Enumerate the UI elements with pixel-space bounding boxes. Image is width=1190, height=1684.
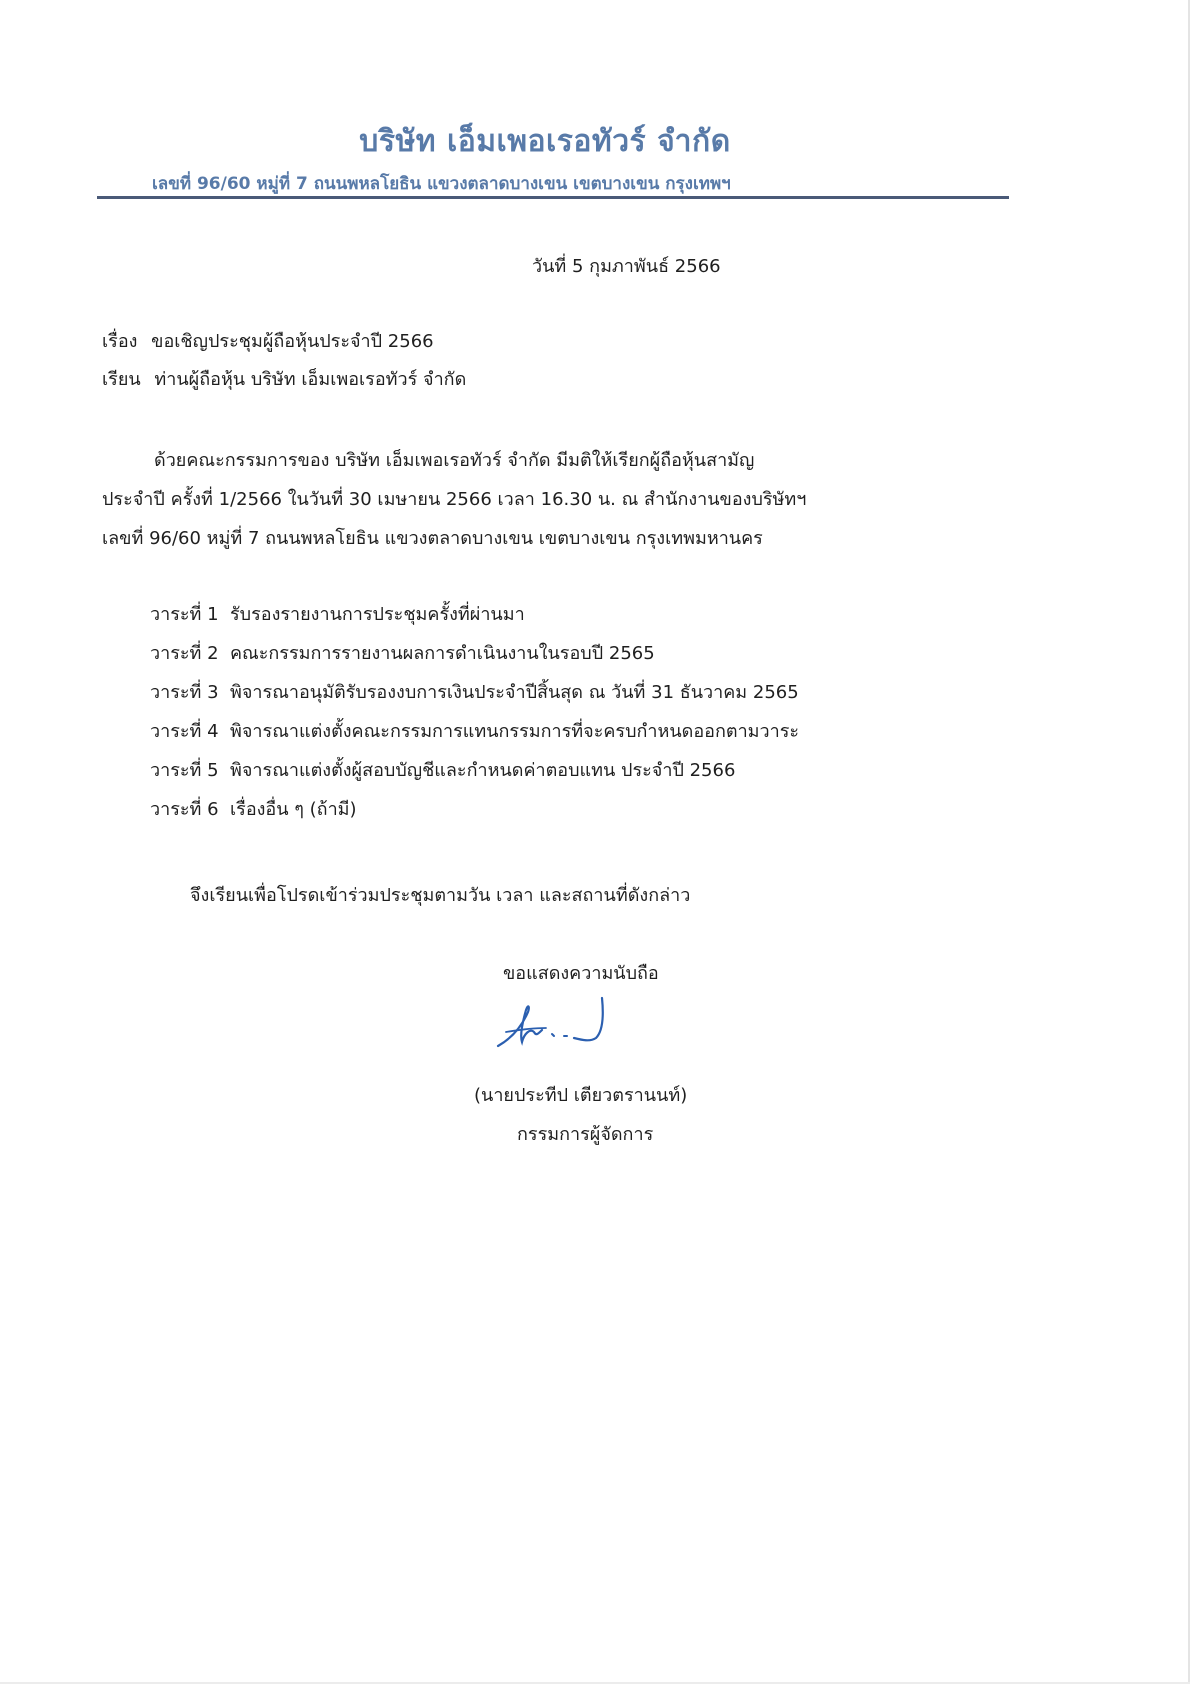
letter-date: วันที่ 5 กุมภาพันธ์ 2566 [532, 256, 721, 277]
letterhead-company-name: บริษัท เอ็มเพอเรอทัวร์ จำกัด [359, 124, 731, 159]
agenda-item-label: วาระที่ 5 [150, 760, 219, 781]
agenda-item-label: วาระที่ 2 [150, 643, 219, 664]
agenda-item-text: พิจารณาแต่งตั้งคณะกรรมการแทนกรรมการที่จะครบกำหนดออกตามวาระ [230, 721, 800, 742]
recipient-text: ท่านผู้ถือหุ้น บริษัท เอ็มเพอเรอทัวร์ จำกัด [154, 369, 467, 390]
recipient-label: เรียน [102, 369, 141, 390]
signer-title: กรรมการผู้จัดการ [517, 1124, 654, 1145]
agenda-item [150, 677, 799, 706]
agenda-item-text: เรื่องอื่น ๆ (ถ้ามี) [230, 799, 357, 820]
agenda-item [150, 638, 655, 667]
agenda-item-label: วาระที่ 3 [150, 682, 219, 703]
signer-name: (นายประทีป เตียวตรานนท์) [474, 1085, 688, 1106]
body-line: เลขที่ 96/60 หมู่ที่ 7 ถนนพหลโยธิน แขวงตลาดบางเขน เขตบางเขน กรุงเทพมหานคร [102, 528, 763, 549]
agenda-item-text: รับรองรายงานการประชุมครั้งที่ผ่านมา [230, 604, 525, 625]
agenda-item [150, 716, 799, 745]
agenda-item-label: วาระที่ 4 [150, 721, 219, 742]
subject-line [102, 326, 434, 355]
handwritten-signature [492, 990, 632, 1060]
subject-text: ขอเชิญประชุมผู้ถือหุ้นประจำปี 2566 [151, 331, 434, 352]
agenda-item-label: วาระที่ 1 [150, 604, 219, 625]
agenda-item [150, 794, 357, 823]
subject-label: เรื่อง [102, 331, 138, 352]
agenda-item [150, 755, 735, 784]
agenda-item-text: พิจารณาอนุมัติรับรองงบการเงินประจำปีสิ้นสุด ณ วันที่ 31 ธันวาคม 2565 [230, 682, 799, 703]
recipient-line [102, 364, 466, 393]
regards-line: ขอแสดงความนับถือ [503, 963, 659, 984]
body-line: ประจำปี ครั้งที่ 1/2566 ในวันที่ 30 เมษายน 2566 เวลา 16.30 น. ณ สำนักงานของบริษัทฯ [102, 489, 807, 510]
agenda-item-label: วาระที่ 6 [150, 799, 219, 820]
body-line: ด้วยคณะกรรมการของ บริษัท เอ็มเพอเรอทัวร์ จำกัด มีมติให้เรียกผู้ถือหุ้นสามัญ [154, 450, 755, 471]
agenda-item-text: พิจารณาแต่งตั้งผู้สอบบัญชีและกำหนดค่าตอบแทน ประจำปี 2566 [230, 760, 736, 781]
closing-line: จึงเรียนเพื่อโปรดเข้าร่วมประชุมตามวัน เวลา และสถานที่ดังกล่าว [190, 885, 691, 906]
letterhead-divider [97, 196, 1009, 199]
agenda-item-text: คณะกรรมการรายงานผลการดำเนินงานในรอบปี 2565 [230, 643, 655, 664]
letterhead-address: เลขที่ 96/60 หมู่ที่ 7 ถนนพหลโยธิน แขวงตลาดบางเขน เขตบางเขน กรุงเทพฯ [152, 174, 731, 194]
agenda-item [150, 599, 525, 628]
